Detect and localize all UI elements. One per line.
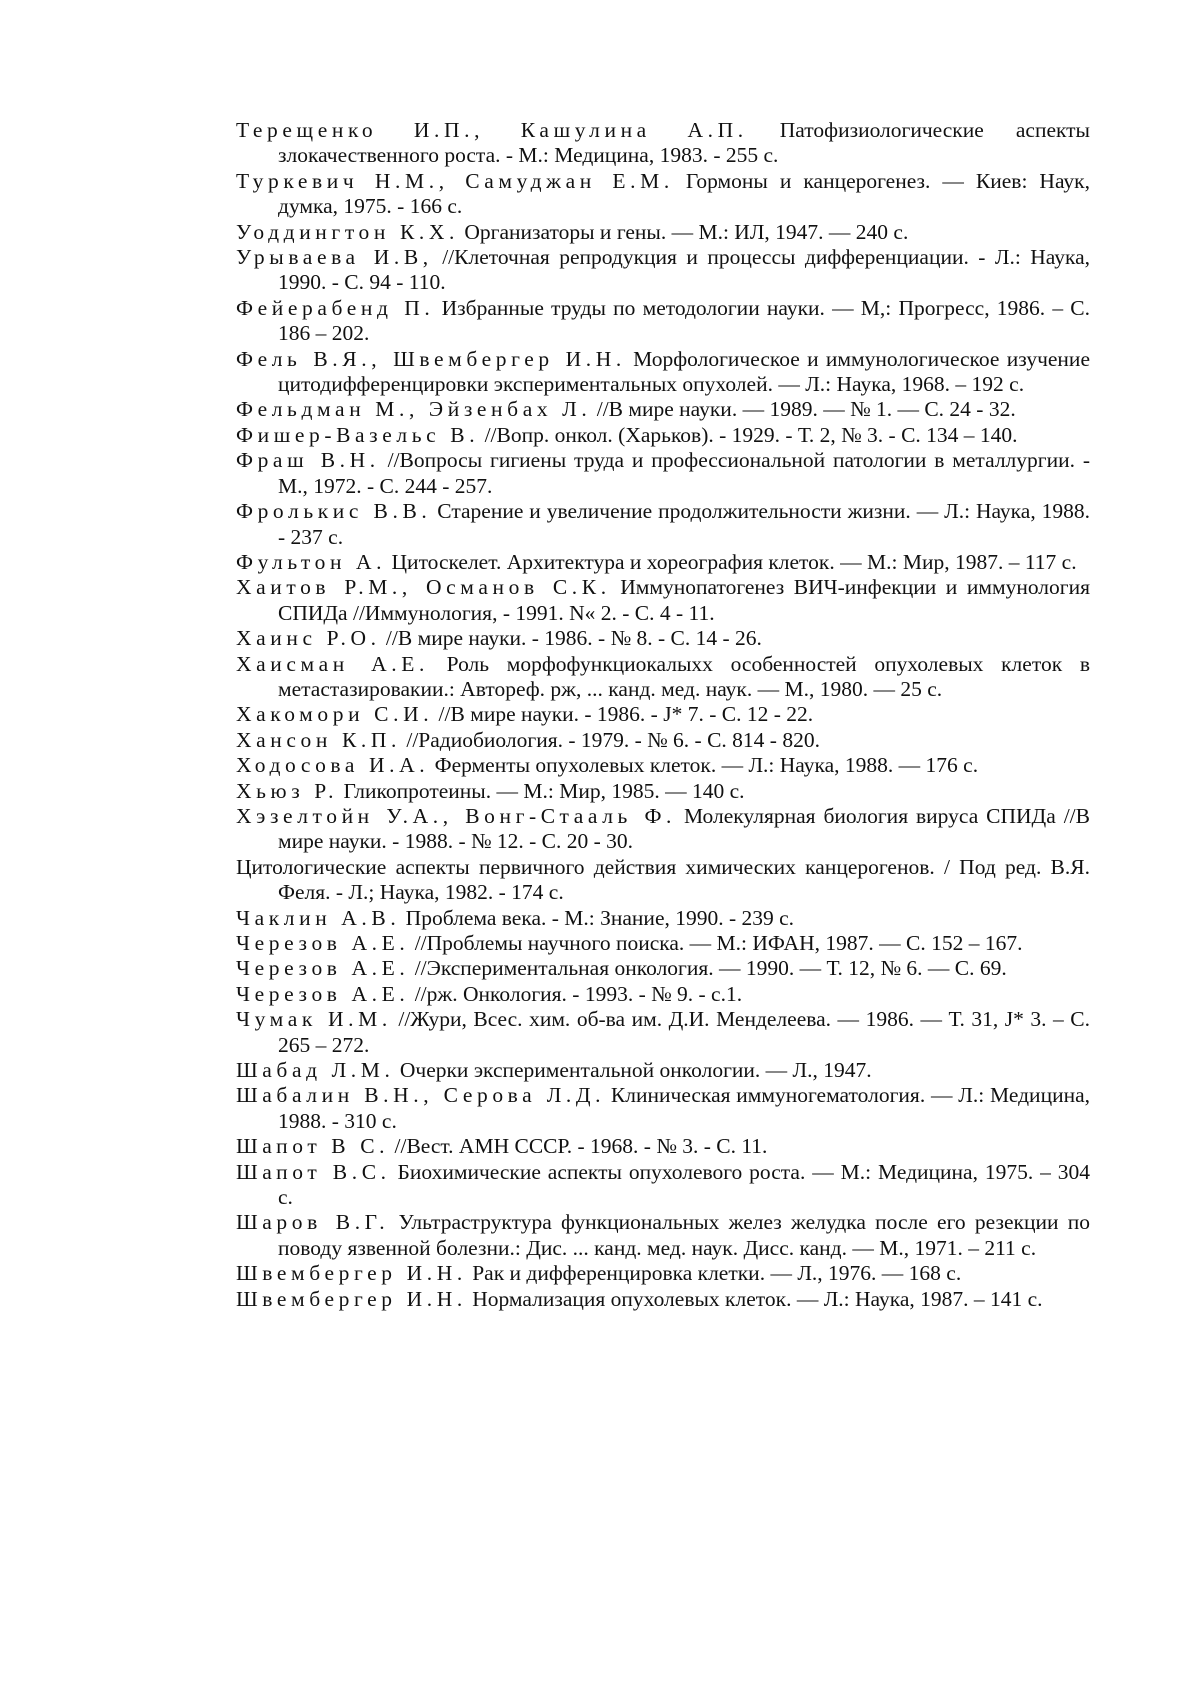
reference-authors: Терещенко И.П., Кашулина А.П. (236, 118, 748, 142)
reference-item (236, 1134, 1090, 1159)
reference-authors: Шаров В.Г. (236, 1210, 390, 1235)
reference-text: Клиническая иммуногематология. — Л.: Медицина, 1988. - 310 с. (278, 1083, 1090, 1133)
reference-item (236, 804, 1090, 855)
reference-item (236, 779, 1090, 804)
reference-list (236, 118, 1090, 1312)
reference-item (236, 931, 1090, 956)
reference-authors: Хьюз Р. (236, 778, 339, 803)
reference-item (236, 448, 1090, 499)
reference-text: Иммунопатогенез ВИЧ-инфекции и иммунология СПИДа //Иммунология, - 1991. N« 2. - С. 4 - 11. (278, 575, 1090, 625)
reference-text: Организаторы и гены. — М.: ИЛ, 1947. — 240 с. (464, 219, 909, 244)
reference-authors: Фель В.Я., Швембергер И.Н. (236, 346, 626, 371)
reference-item (236, 296, 1090, 347)
reference-text: //Жури, Всес. хим. об-ва им. Д.И. Менделеева. — 1986. — Т. 31, J* 3. – С. 265 – 272. (278, 1007, 1091, 1057)
reference-text: //Вест. АМН СССР. - 1968. - № 3. - С. 11. (394, 1134, 768, 1159)
reference-authors: Хаинс Р.О. (236, 626, 381, 651)
reference-authors: Урываева И.В, (236, 245, 433, 270)
reference-item (236, 1261, 1090, 1286)
reference-text: Патофизиологические аспекты злокачественного роста. - М.: Медицина, 1983. - 255 с. (278, 118, 1090, 168)
reference-text: Морфологическое и иммунологическое изучение цитодифференцировки экспериментальных опухолей. — Л.: Наука, 1968. – 192 с. (278, 346, 1090, 397)
reference-item (236, 626, 1090, 651)
reference-authors: Черезов А.Е. (236, 931, 410, 955)
reference-item (236, 1287, 1090, 1312)
reference-authors: Фейерабенд П. (236, 295, 435, 320)
reference-item (236, 982, 1090, 1007)
reference-text: Избранные труды по методологии науки. — М,: Прогресс, 1986. – С. 186 – 202. (278, 295, 1091, 346)
reference-item (236, 652, 1090, 703)
reference-text: //В мире науки. - 1986. - № 8. - С. 14 - 26. (385, 626, 762, 651)
reference-text: Цитоскелет. Архитектура и хореография клеток. — М.: Мир, 1987. – 117 с. (391, 549, 1077, 574)
reference-text: Цитологические аспекты первичного действия химических канцерогенов. / Под ред. В.Я. Феля. - Л.; Наука, 1982. - 174 с. (236, 854, 1090, 905)
reference-text: //рж. Онкология. - 1993. - № 9. - с.1. (414, 981, 743, 1006)
reference-item (236, 423, 1090, 448)
reference-item (236, 347, 1090, 398)
reference-authors: Хансон К.П. (236, 727, 401, 752)
reference-text: //В мире науки. — 1989. — № 1. — С. 24 - 32. (596, 397, 1016, 422)
reference-item (236, 1210, 1090, 1261)
reference-item (236, 169, 1090, 220)
reference-item (236, 728, 1090, 753)
reference-authors: Фультон А. (236, 549, 387, 574)
reference-text: //Экспериментальная онкология. — 1990. — Т. 12, № 6. — С. 69. (414, 956, 1007, 981)
reference-authors: Ходосова И.А. (236, 753, 430, 778)
reference-text: //Вопр. онкол. (Харьков). - 1929. - Т. 2, № 3. - С. 134 – 140. (484, 422, 1018, 447)
reference-text: //Радиобиология. - 1979. - № 6. - С. 814 - 820. (406, 727, 820, 752)
reference-item (236, 118, 1090, 169)
reference-authors: Хэзелтойн У.А., Вонг-Стааль Ф. (236, 803, 677, 828)
reference-item (236, 1058, 1090, 1083)
reference-item (236, 753, 1090, 778)
reference-item (236, 575, 1090, 626)
reference-item (236, 1007, 1090, 1058)
reference-authors: Фельдман М., Эйзенбах Л. (236, 397, 592, 422)
reference-authors: Уоддингтон К.Х. (236, 219, 459, 244)
reference-item (236, 1160, 1090, 1211)
reference-text: //Вопросы гигиены труда и профессиональной патологии в металлургии. - М., 1972. - С. 244 - 257. (278, 448, 1091, 498)
document-page (236, 118, 1090, 1312)
reference-item (236, 220, 1090, 245)
reference-item (236, 855, 1090, 906)
reference-text: Старение и увеличение продолжительности жизни. — Л.: Наука, 1988. - 237 с. (278, 499, 1090, 549)
reference-authors: Фраш В.Н. (236, 448, 380, 473)
reference-item (236, 245, 1090, 296)
reference-text: //Клеточная репродукция и процессы дифференциации. - Л.: Наука, 1990. - С. 94 - 110. (278, 245, 1091, 295)
reference-text: Гормоны и канцерогенез. — Киев: Наук, думка, 1975. - 166 с. (278, 168, 1090, 219)
reference-item (236, 397, 1090, 422)
reference-text: Рак и дифференцировка клетки. — Л., 1976. — 168 с. (472, 1261, 962, 1286)
reference-authors: Черезов А.Е. (236, 956, 410, 981)
reference-authors: Шапот В С. (236, 1134, 390, 1159)
reference-text: //Проблемы научного поиска. — М.: ИФАН, 1987. — С. 152 – 167. (414, 931, 1023, 955)
reference-authors: Чаклин А.В. (236, 905, 401, 930)
reference-authors: Хаитов Р.М., Османов С.К. (236, 575, 611, 600)
reference-authors: Черезов А.Е. (236, 981, 410, 1006)
reference-authors: Хакомори С.И. (236, 702, 434, 727)
reference-item (236, 956, 1090, 981)
reference-item (236, 906, 1090, 931)
reference-text: Нормализация опухолевых клеток. — Л.: Наука, 1987. – 141 с. (472, 1286, 1043, 1311)
reference-authors: Шабад Л.М. (236, 1058, 395, 1083)
reference-text: Гликопротеины. — М.: Мир, 1985. — 140 с. (343, 778, 745, 803)
reference-text: Очерки экспериментальной онкологии. — Л., 1947. (399, 1058, 872, 1083)
reference-text: //В мире науки. - 1986. - J* 7. - С. 12 - 22. (438, 702, 814, 727)
reference-item (236, 499, 1090, 550)
reference-item (236, 702, 1090, 727)
reference-text: Проблема века. - М.: Знание, 1990. - 239 с. (405, 905, 795, 930)
reference-text: Ультраструктура функциональных желез желудка после его резекции по поводу язвенной болезни.: Дис. ... канд. мед. наук. Дисс. канд. — М., 1971. – 211 с. (278, 1210, 1090, 1260)
reference-authors: Фролькис В.В. (236, 499, 432, 524)
reference-authors: Шапот В.С. (236, 1159, 391, 1184)
reference-item (236, 1083, 1090, 1134)
reference-authors: Швембергер И.Н. (236, 1261, 467, 1286)
reference-text: Роль морфофункциокалыхх особенностей опухолевых клеток в метастазировакии.: Автореф. рж, ... канд. мед. наук. — М., 1980. — 25 с. (278, 651, 1090, 701)
reference-authors: Шабалин В.Н., Серова Л.Д. (236, 1083, 606, 1108)
reference-authors: Туркевич Н.М., Самуджан Е.М. (236, 168, 674, 193)
reference-text: Молекулярная биология вируса СПИДа //В мире науки. - 1988. - № 12. - С. 20 - 30. (278, 803, 1090, 854)
reference-item (236, 550, 1090, 575)
reference-text: Биохимические аспекты опухолевого роста. — М.: Медицина, 1975. – 304 с. (278, 1159, 1091, 1210)
reference-authors: Хаисман А.Е. (236, 651, 429, 676)
reference-text: Ферменты опухолевых клеток. — Л.: Наука, 1988. — 176 с. (434, 753, 979, 778)
reference-authors: Швембергер И.Н. (236, 1286, 467, 1311)
reference-authors: Фишер-Вазельс В. (236, 422, 480, 447)
reference-authors: Чумак И.М. (236, 1007, 392, 1032)
